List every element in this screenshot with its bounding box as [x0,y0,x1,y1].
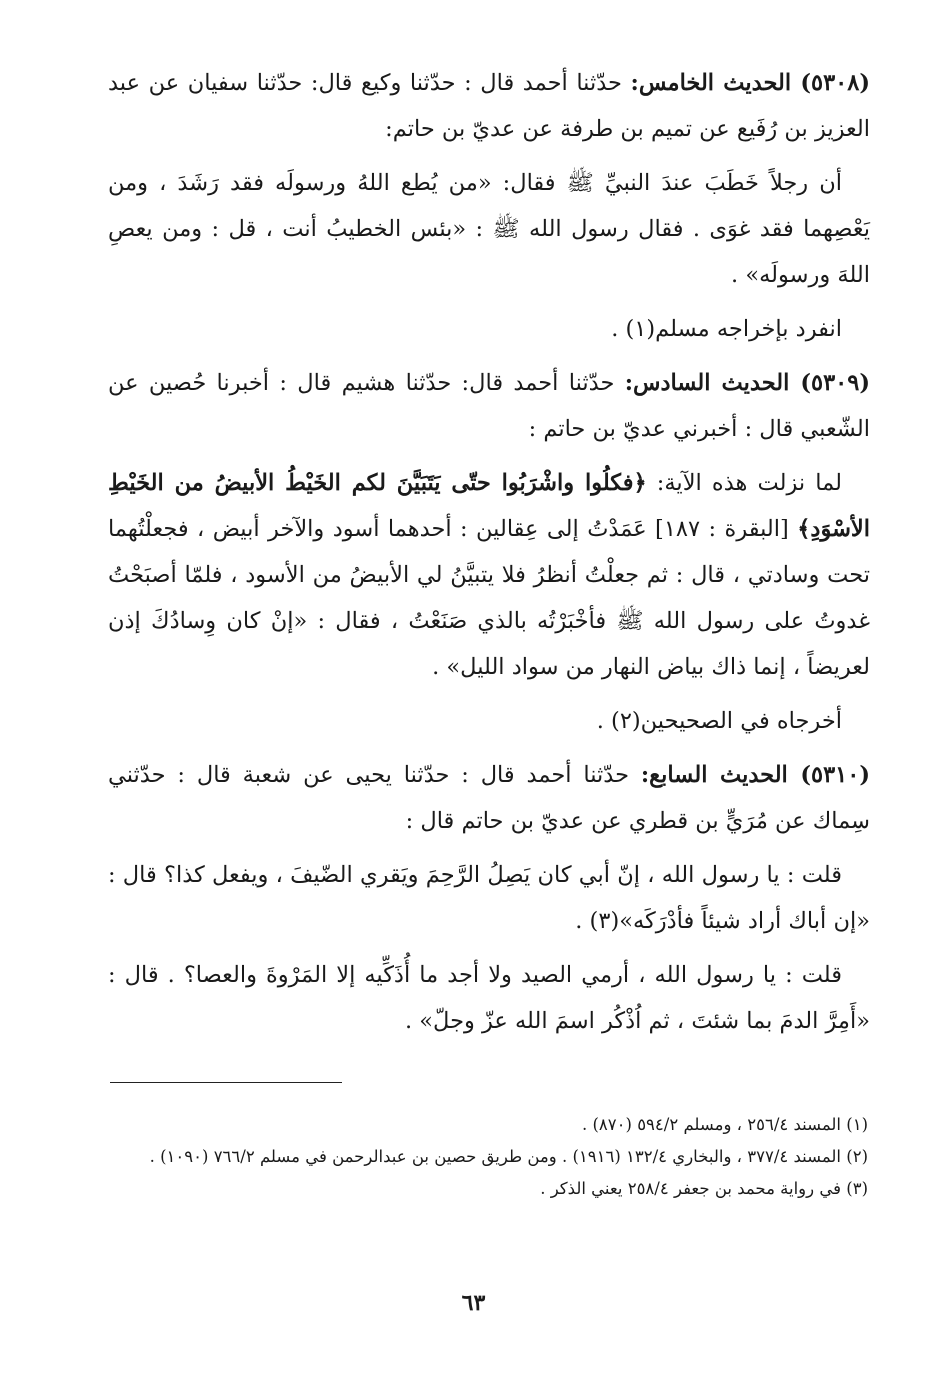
hadith-5309-takhrij: أخرجاه في الصحيحين(٢) . [596,708,842,734]
hadith-5310-isnad [108,752,870,844]
page-number: ٦٣ [461,1290,486,1316]
footnote-1: (١) المسند ٢٥٦/٤ ، ومسلم ٥٩٤/٢ (٨٧٠) . [581,1115,868,1134]
footnote-3: (٣) في رواية محمد بن جعفر ٢٥٨/٤ يعني الذكر . [540,1179,868,1198]
hadith-5310-text-1: قلت : يا رسول الله ، إنّ أبي كان يَصِلُ الرَّحِمَ ويَقري الضّيفَ ، ويفعل كذا؟ قال : «إن أباك أراد شيئاً فأدْرَكَه»(٣) . [108,862,870,934]
hadith-5308-takhrij: انفرد بإخراجه مسلم(١) . [611,316,842,342]
hadith-5308-heading: (٥٣٠٨) الحديث الخامس: [630,70,871,96]
footnote-separator [110,1082,342,1083]
hadith-5308-isnad [108,60,870,152]
hadith-5310-heading: (٥٣١٠) الحديث السابع: [640,762,871,788]
hadith-5308-text: أن رجلاً خَطَبَ عندَ النبيِّ ﷺ فقال: «من يُطع اللهُ ورسولَه فقد رَشَدَ ، ومن يَعْصِهما فقد غوَى . فقال رسول الله ﷺ : «بئس الخطيبُ أنت ، قل : ومن يعصِ اللهَ ورسولَه» . [108,170,870,288]
hadith-5309-heading: (٥٣٠٩) الحديث السادس: [624,370,870,396]
hadith-5310-text-2: قلت : يا رسول الله ، أرمي الصيد ولا أجد ما أُذَكِّيه إلا المَرْوةَ والعصا؟ . قال : «أَمِرَّ الدمَ بما شئتَ ، ثم اُذْكُر اسمَ الله عزّ وجلّ» . [108,962,870,1034]
hadith-5309-text-intro: لما نزلت هذه الآية: [646,470,842,496]
hadith-5309-chain: حدّثنا أحمد قال: حدّثنا هشيم قال : أخبرنا حُصين عن الشّعبي قال : أخبرني عديّ بن حاتم : [108,370,870,442]
hadith-5309-isnad [108,360,870,452]
quran-verse: ﴿فكلُوا واشْرَبُوا حتّى يَتَبَيَّنَ لكم الخَيْطُ الأبيضُ من الخَيْطِ الأسْوَدِ﴾ [108,470,871,542]
page-body [108,60,870,1205]
hadith-5308-chain: حدّثنا أحمد قال : حدّثنا وكيع قال: حدّثنا سفيان عن عبد العزيز بن رُفَيع عن تميم بن طرفة عن عديّ بن حاتم: [108,70,870,142]
hadith-5309-text-body: [البقرة : ١٨٧] عَمَدْتُ إلى عِقالين : أحدهما أسود والآخر أبيض ، فجعلْتُهما تحت وسادتي ، قال : ثم جعلْتُ أنظرُ فلا يتبيَّنُ لي الأبيضُ من الأسود ، فلمّا أصبَحْتُ غدوتُ على رسول الله ﷺ فأخْبَرْتُه بالذي صَنَعْتُ ، فقال : «إنْ كان وِسادُكَ إذن لعريضاً ، إنما ذاك بياض النهار من سواد الليل» . [108,516,870,680]
hadith-5309-text [108,460,870,690]
footnote-2: (٢) المسند ٣٧٧/٤ ، والبخاري ١٣٢/٤ (١٩١٦) . ومن طريق حصين بن عبدالرحمن في مسلم ٧٦٦/٢ (١٠٩٠) . [149,1147,868,1166]
hadith-5310-chain: حدّثنا أحمد قال : حدّثنا يحيى عن شعبة قال : حدّثني سِماك عن مُرَيٍّ بن قطري عن عديّ بن حاتم قال : [108,762,870,834]
